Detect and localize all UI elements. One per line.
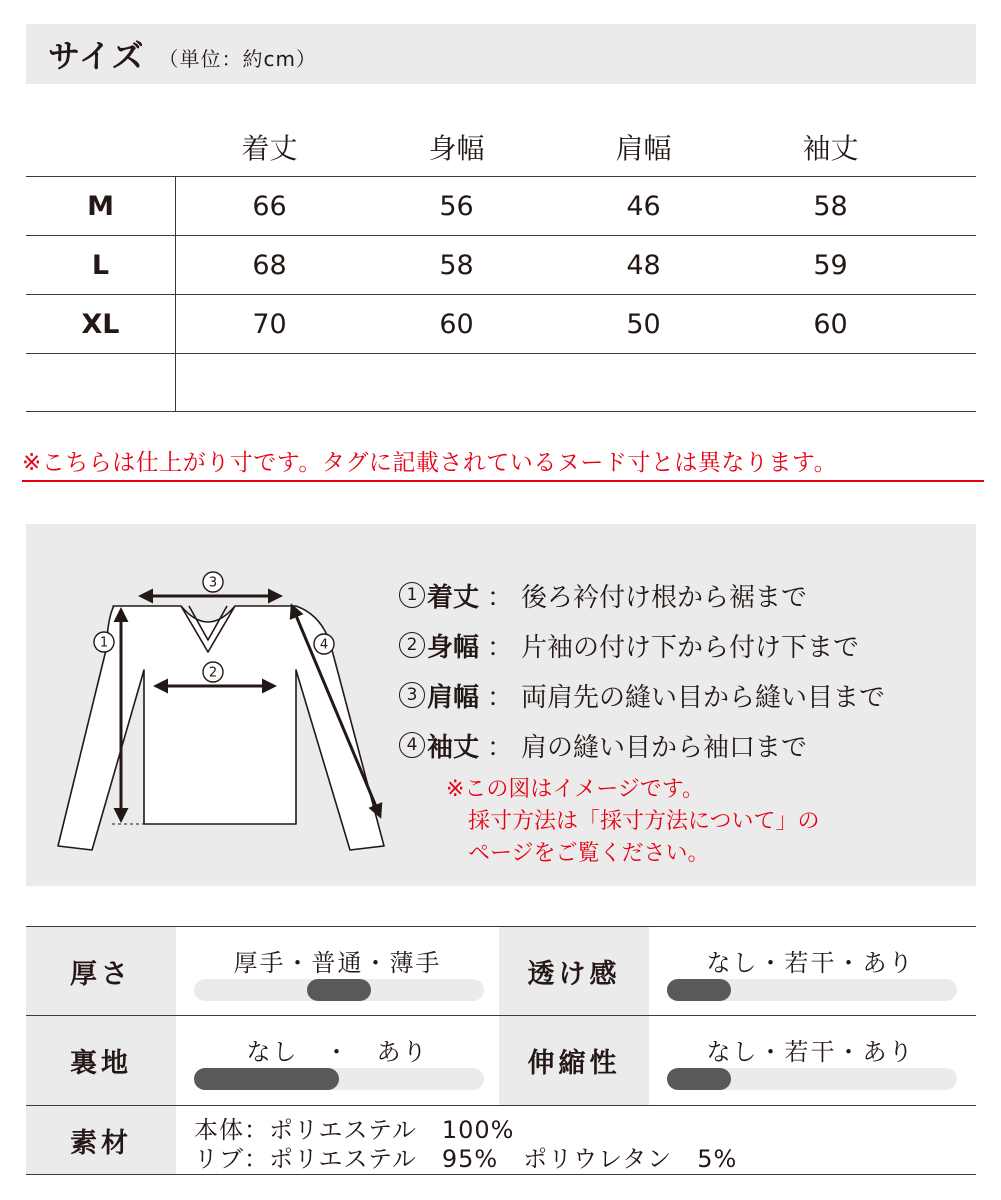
image-note-line: ※この図はイメージです。 [446,777,705,802]
measurement-label: 袖丈 [427,732,480,763]
material-cell [176,1106,976,1174]
separator: ： [487,732,514,763]
level-track [667,979,957,1001]
image-note-line: ページをご覧ください。 [468,841,710,866]
size-label: M [26,177,176,235]
image-note-line: 採寸方法は「採寸方法について」の [468,809,820,834]
image-note [446,774,820,870]
attribute-label: 裏地 [26,1016,176,1105]
measurement-label: 着丈 [427,582,480,613]
column-header: 袖丈 [802,132,859,165]
size-header [26,24,976,84]
number-badge: 3 [399,682,425,708]
attribute-label: 素材 [26,1106,176,1174]
measurement-item [399,620,885,670]
table-row [26,353,976,412]
measurement-list [399,570,885,770]
measurement-desc: 後ろ衿付け根から裾まで [521,582,808,613]
number-badge: 4 [399,732,425,758]
table-row [26,294,976,353]
level-indicator [194,1068,339,1090]
size-label: L [26,236,176,294]
separator: ： [487,632,514,663]
level-indicator [667,1068,731,1090]
number-badge: 1 [399,582,425,608]
measurement-desc: 肩の縫い目から袖口まで [521,732,808,763]
separator: ： [487,682,514,713]
attribute-label: 透け感 [499,927,649,1015]
attribute-cell-sheer [649,927,972,1015]
size-value: 66 [252,190,287,222]
attribute-row [26,1015,976,1105]
size-value: 70 [252,308,287,340]
measurement-desc: 片袖の付け下から付け下まで [521,632,860,663]
garment-diagram [46,560,406,870]
attribute-options: 厚手・普通・薄手 [233,949,442,977]
attribute-row [26,1105,976,1175]
size-table [26,118,976,412]
attribute-cell-stretch [649,1016,972,1105]
size-value: 58 [813,190,848,222]
level-track [667,1068,957,1090]
marker-4: 4 [319,637,329,653]
size-value: 59 [813,249,848,281]
level-indicator [667,979,731,1001]
material-line: リブ：ポリエステル 95% ポリウレタン 5% [194,1145,738,1173]
size-unit: （単位：約cm） [158,46,317,71]
column-header: 着丈 [241,132,298,165]
measurement-label: 身幅 [427,632,480,663]
separator: ： [487,582,514,613]
note-underline [22,480,984,482]
size-value: 60 [813,308,848,340]
measurement-panel [26,524,976,886]
size-value: 56 [439,190,474,222]
level-indicator [307,979,371,1001]
measurement-item [399,670,885,720]
marker-2: 2 [208,665,218,681]
size-value: 68 [252,249,287,281]
attribute-row [26,926,976,1015]
size-value: 48 [626,249,661,281]
attribute-options: なし ・ あり [246,1038,429,1066]
material-line: 本体：ポリエステル 100% [194,1116,515,1144]
attribute-label: 伸縮性 [499,1016,649,1105]
table-row [26,235,976,294]
size-title: サイズ [48,37,145,75]
size-value: 58 [439,249,474,281]
size-label: XL [26,295,176,353]
level-track [194,979,484,1001]
size-table-header [26,118,976,176]
column-header: 身幅 [428,132,485,165]
measurement-item [399,570,885,620]
measurement-desc: 両肩先の縫い目から縫い目まで [521,682,886,713]
size-value: 46 [626,190,661,222]
measurement-item [399,720,885,770]
size-value: 50 [626,308,661,340]
table-row [26,176,976,235]
number-badge: 2 [399,632,425,658]
level-track [194,1068,484,1090]
attribute-cell-thickness [176,927,499,1015]
measurement-label: 肩幅 [427,682,480,713]
attribute-options: なし・若干・あり [706,949,915,977]
marker-1: 1 [99,635,109,651]
column-header: 肩幅 [615,132,672,165]
size-value: 60 [439,308,474,340]
finished-size-note: ※こちらは仕上がり寸です。タグに記載されているヌード寸とは異なります。 [22,450,838,476]
marker-3: 3 [208,575,218,591]
attribute-table [26,926,976,1175]
size-label [26,354,176,411]
attribute-cell-lining [176,1016,499,1105]
attribute-options: なし・若干・あり [706,1038,915,1066]
size-table-corner [26,118,176,176]
attribute-label: 厚さ [26,927,176,1015]
